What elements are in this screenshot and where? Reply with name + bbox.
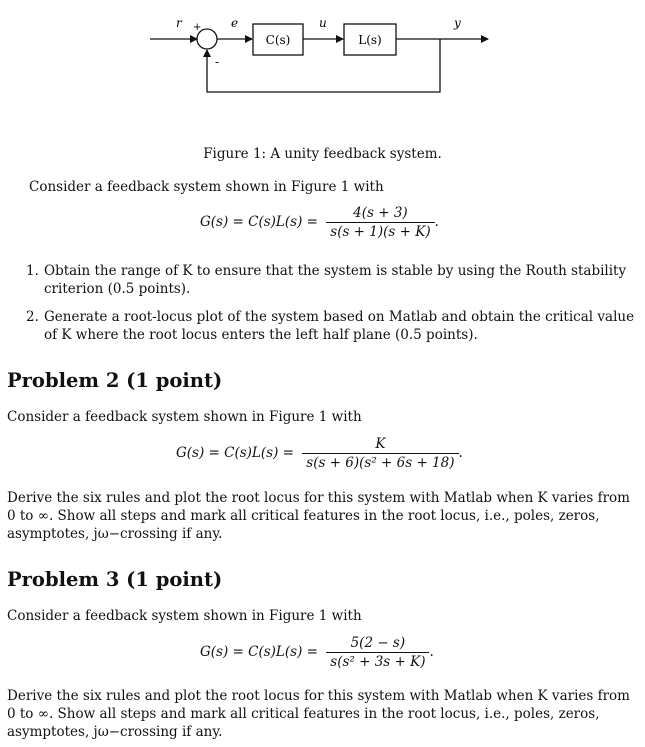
feedback-path [207,39,440,92]
problem1-equation [200,205,439,240]
sum-plus-sign: + [193,22,202,33]
problem2-intro: Consider a feedback system shown in Figure 1 with [7,409,362,425]
equation-lhs: G(s) = C(s)L(s) = [200,644,318,660]
problem1-item-2 [26,308,638,344]
equation-period: . [458,445,463,461]
signal-u-label: u [319,16,327,30]
problem1-item-1 [26,262,638,298]
problem3-title: Problem 3 (1 point) [7,568,223,591]
problem3-body: Derive the six rules and plot the root locus for this system with Matlab when K varies from 0 to ∞. Show all steps and mark all critical features in the root locus, i.e., poles, zeros, asymptotes, jω−crossing if any. [7,688,630,740]
signal-e-label: e [231,16,239,30]
equation-denominator: s(s + 1)(s + K) [330,224,431,240]
problem3-equation [200,635,434,670]
list-text: Generate a root-locus plot of the system based on Matlab and obtain the critical value of K where the root locus enters the left half plane (0.5 points). [44,309,635,343]
feedback-block-diagram [0,0,645,110]
equation-lhs: G(s) = C(s)L(s) = [176,445,294,461]
equation-period: . [434,214,439,230]
equation-numerator: 5(2 − s) [326,635,429,653]
equation-numerator: 4(s + 3) [326,205,434,223]
signal-y-label: y [454,16,461,30]
equation-fraction [326,635,429,670]
list-text: Obtain the range of K to ensure that the system is stable by using the Routh stability criterion (0.5 points). [44,263,627,297]
equation-period: . [429,644,434,660]
controller-block-label: C(s) [265,33,291,47]
equation-numerator: K [302,436,458,454]
problem2-equation [176,436,463,471]
signal-r-label: r [176,16,182,30]
problem1-intro: Consider a feedback system shown in Figure 1 with [29,179,384,195]
equation-fraction [326,205,434,240]
list-number: 1. [26,263,39,279]
equation-denominator: s(s² + 3s + K) [330,654,426,670]
sum-minus-sign: - [215,55,220,69]
problem2-body: Derive the six rules and plot the root locus for this system with Matlab when K varies from 0 to ∞. Show all steps and mark all critical features in the root locus, i.e., poles, zeros, asymptotes, jω−crossing if any. [7,490,630,542]
equation-fraction [302,436,458,471]
list-number: 2. [26,309,39,325]
plant-block-label: L(s) [358,33,382,47]
equation-lhs: G(s) = C(s)L(s) = [200,214,318,230]
figure-caption: Figure 1: A unity feedback system. [203,146,442,162]
equation-denominator: s(s + 6)(s² + 6s + 18) [306,455,455,471]
problem2-title: Problem 2 (1 point) [7,369,223,392]
problem3-intro: Consider a feedback system shown in Figure 1 with [7,608,362,624]
